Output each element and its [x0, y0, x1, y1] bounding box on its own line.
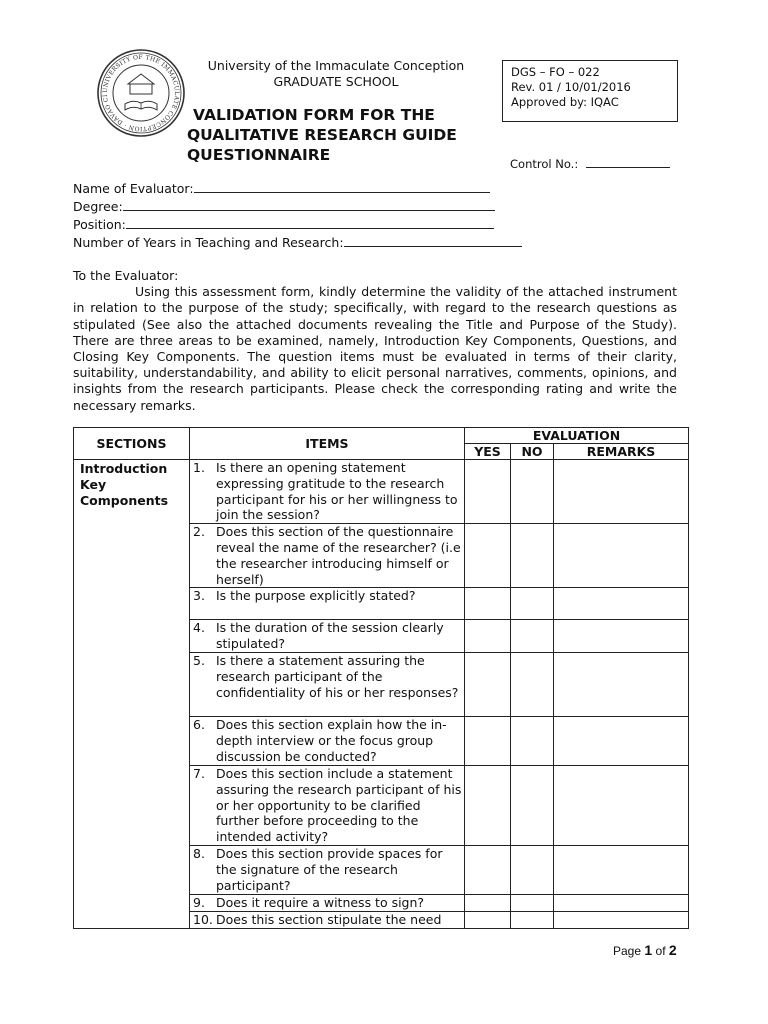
item-cell [190, 460, 465, 524]
item-text: Is there an opening statement expressing gratitude to the research participant for his or her willingness to join the session? [216, 460, 458, 523]
item-text: Does it require a witness to sign? [216, 894, 425, 910]
remarks-cell[interactable] [554, 588, 689, 620]
degree-label: Degree: [73, 199, 123, 214]
item-number: 6. [193, 716, 205, 732]
yes-cell[interactable] [465, 524, 511, 588]
remarks-cell[interactable] [554, 620, 689, 653]
col-header-remarks: REMARKS [554, 444, 689, 460]
control-number-field[interactable] [586, 155, 670, 168]
university-seal [96, 48, 186, 138]
total-pages: 2 [668, 942, 677, 958]
years-label: Number of Years in Teaching and Research: [73, 235, 344, 250]
form-title-line: VALIDATION FORM FOR THE [193, 106, 435, 124]
item-cell [190, 620, 465, 653]
revision: Rev. 01 / 10/01/2016 [511, 80, 631, 94]
position-label: Position: [73, 217, 126, 232]
table-row [74, 460, 689, 524]
no-cell[interactable] [511, 894, 554, 911]
no-cell[interactable] [511, 524, 554, 588]
no-cell[interactable] [511, 765, 554, 845]
item-number: 1. [193, 460, 205, 475]
item-text: Does this section stipulate the need [216, 911, 442, 927]
yes-cell[interactable] [465, 911, 511, 928]
remarks-cell[interactable] [554, 524, 689, 588]
item-cell [190, 765, 465, 845]
item-number: 9. [193, 894, 205, 910]
evaluator-fields [73, 180, 522, 252]
form-code: DGS – FO – 022 [511, 65, 600, 79]
item-cell [190, 716, 465, 765]
item-text: Is there a statement assuring the research participant of the confidentiality of his or her responses? [216, 652, 459, 700]
section-cell [74, 460, 190, 929]
years-field[interactable] [344, 235, 522, 247]
item-cell [190, 911, 465, 928]
instructions-body: Using this assessment form, kindly determine the validity of the attached instrument in relation to the purpose of the study; specifically, with regard to the research questions as stipulated (See also the attached documents revealing the Title and Purpose of the Study). There are three areas to be examined, namely, Introduction Key Components, Questions, and Closing Key Components. The question items must be evaluated in terms of their clarity, suitability, understandability, and ability to elicit personal narratives, comments, opinions, and insights from the research participants. Please check the corresponding rating and write the necessary remarks. [73, 284, 677, 413]
form-title-line: QUESTIONNAIRE [187, 146, 331, 164]
item-number: 4. [193, 620, 205, 636]
item-number: 8. [193, 845, 205, 861]
document-code-box [502, 60, 678, 122]
form-title-line: QUALITATIVE RESEARCH GUIDE [187, 126, 457, 144]
current-page: 1 [644, 942, 653, 958]
remarks-cell[interactable] [554, 894, 689, 911]
no-cell[interactable] [511, 716, 554, 765]
yes-cell[interactable] [465, 716, 511, 765]
degree-field[interactable] [123, 199, 495, 211]
no-cell[interactable] [511, 652, 554, 716]
page-word: Page [613, 944, 642, 958]
no-cell[interactable] [511, 845, 554, 894]
remarks-cell[interactable] [554, 911, 689, 928]
of-word: of [655, 944, 666, 958]
remarks-cell[interactable] [554, 845, 689, 894]
yes-cell[interactable] [465, 460, 511, 524]
evaluator-name-label: Name of Evaluator: [73, 181, 194, 196]
control-number-label: Control No.: [510, 157, 579, 171]
control-number [510, 155, 670, 171]
col-header-evaluation: EVALUATION [465, 428, 689, 444]
item-number: 7. [193, 765, 205, 781]
no-cell[interactable] [511, 911, 554, 928]
evaluation-table [73, 427, 689, 929]
yes-cell[interactable] [465, 894, 511, 911]
institution-header [200, 58, 472, 90]
item-text: Is the duration of the session clearly stipulated? [216, 620, 444, 652]
item-cell [190, 652, 465, 716]
remarks-cell[interactable] [554, 765, 689, 845]
svg-text:UNIVERSITY OF THE IMMACULATE C: UNIVERSITY OF THE IMMACULATE CONCEPTION · DAVAO CI [101, 53, 181, 133]
item-number: 10. [193, 911, 213, 927]
item-cell [190, 894, 465, 911]
remarks-cell[interactable] [554, 460, 689, 524]
page-number [613, 942, 677, 958]
col-header-items: ITEMS [190, 428, 465, 460]
item-number: 5. [193, 652, 205, 668]
item-text: Does this section include a statement assuring the research participant of his or her opportunity to be clarified further before proceeding to the intended activity? [216, 765, 462, 845]
item-number: 3. [193, 588, 205, 604]
yes-cell[interactable] [465, 652, 511, 716]
item-cell [190, 524, 465, 588]
instructions [73, 268, 677, 414]
col-header-sections: SECTIONS [74, 428, 190, 460]
evaluator-name-field[interactable] [194, 181, 490, 193]
no-cell[interactable] [511, 620, 554, 653]
item-number: 2. [193, 524, 205, 540]
item-cell [190, 845, 465, 894]
position-field[interactable] [126, 217, 494, 229]
no-cell[interactable] [511, 460, 554, 524]
item-text: Does this section provide spaces for the signature of the research participant? [216, 845, 443, 893]
item-text: Does this section explain how the in-depth interview or the focus group discussion be conducted? [216, 716, 447, 764]
yes-cell[interactable] [465, 620, 511, 653]
yes-cell[interactable] [465, 845, 511, 894]
form-title [187, 105, 517, 165]
item-cell [190, 588, 465, 620]
yes-cell[interactable] [465, 765, 511, 845]
col-header-no: NO [511, 444, 554, 460]
col-header-yes: YES [465, 444, 511, 460]
approved-by: Approved by: IQAC [511, 95, 619, 109]
school-name: GRADUATE SCHOOL [273, 74, 399, 89]
yes-cell[interactable] [465, 588, 511, 620]
remarks-cell[interactable] [554, 716, 689, 765]
remarks-cell[interactable] [554, 652, 689, 716]
no-cell[interactable] [511, 588, 554, 620]
university-name: University of the Immaculate Conception [207, 58, 465, 73]
section-label: Introduction Key Components [80, 461, 169, 508]
item-text: Does this section of the questionnaire reveal the name of the researcher? (i.e the researcher introducing himself or herself) [216, 524, 461, 587]
salutation: To the Evaluator: [73, 268, 179, 283]
item-text: Is the purpose explicitly stated? [216, 588, 416, 604]
